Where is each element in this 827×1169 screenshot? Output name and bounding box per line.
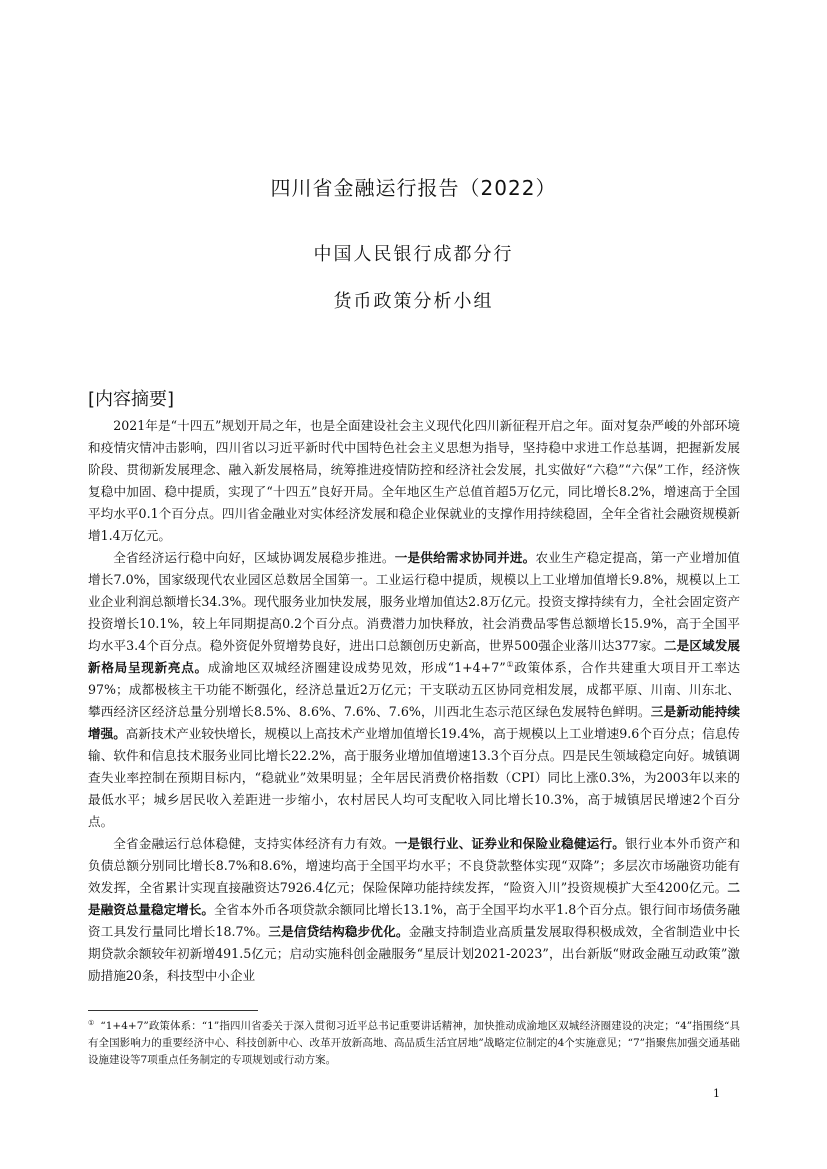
- emphasis-text: 三是新动能持续增强。: [88, 704, 740, 741]
- abstract-paragraph: [88, 415, 740, 547]
- paragraph-text: 全省经济运行稳中向好，区域协调发展稳步推进。: [113, 550, 395, 565]
- emphasis-text: 一是供给需求协同并进。: [394, 550, 536, 565]
- footnote: [88, 1018, 740, 1069]
- emphasis-text: 二是区域发展新格局呈现新亮点。: [88, 638, 741, 675]
- paragraph-text: 高新技术产业较快增长，规模以上高技术产业增加值增长19.4%，高于规模以上工业增速9.6个百分点；信息传输、软件和信息技术服务业同比增长22.2%，高于服务业增加值增速13.3个百分点。四是民生领域稳定向好。城镇调查失业率控制在预期目标内，“稳就业”效果明显；全年居民消费价格指数（CPI）同比上涨0.3%，为2003年以来的最低水平；城乡居民收入差距进一步缩小，农村居民人均可支配收入同比增长10.3%，高于城镇居民增速2个百分点。: [88, 726, 741, 829]
- author-organization: 中国人民银行成都分行: [313, 244, 514, 265]
- footnote-divider: [88, 1010, 258, 1011]
- abstract-body: [88, 415, 740, 987]
- abstract-paragraph: [88, 833, 740, 987]
- footnote-reference: ①: [505, 659, 515, 669]
- document-title: 四川省金融运行报告（2022）: [270, 176, 557, 200]
- paragraph-text: 政策体系，合作共建重大项目开工率达97%；成都极核主干功能不断强化，经济总量近2万亿元；干支联动五区协同竞相发展，成都平原、川南、川东北、攀西经济区经济总量分别增长8.5%、8.6%、7.6%、7.6%，川西北生态示范区绿色发展特色鲜明。: [88, 660, 741, 719]
- paragraph-text: 2021年是“十四五”规划开局之年，也是全面建设社会主义现代化四川新征程开启之年。面对复杂严峻的外部环境和疫情灾情冲击影响，四川省以习近平新时代中国特色社会主义思想为指导，坚持稳中求进工作总基调，把握新发展阶段、贯彻新发展理念、融入新发展格局，统筹推进疫情防控和经济社会发展，扎实做好“六稳”“六保”工作，经济恢复稳中加固、稳中提质，实现了“十四五”良好开局。全年地区生产总值首超5万亿元，同比增长8.2%，增速高于全国平均水平0.1个百分点。四川省金融业对实体经济发展和稳企业保就业的支撑作用持续稳固，全年全省社会融资规模新增1.4万亿元。: [88, 418, 740, 543]
- footnote-marker: ①: [88, 1018, 95, 1027]
- emphasis-text: 二是融资总量稳定增长。: [88, 880, 740, 917]
- emphasis-text: 一是银行业、证券业和保险业稳健运行。: [394, 836, 626, 851]
- emphasis-text: 三是信贷结构稳步优化。: [268, 924, 409, 939]
- paragraph-text: 农业生产稳定提高，第一产业增加值增长7.0%，国家级现代农业园区总数居全国第一。工业运行稳中提质，规模以上工业增加值增长9.8%，规模以上工业企业利润总额增长34.3%。现代服务业加快发展，服务业增加值达2.8万亿元。投资支撑持续有力，全社会固定资产投资增长10.1%，较上年同期提高0.2个百分点。消费潜力加快释放，社会消费品零售总额增长15.9%，高于全国平均水平3.4个百分点。稳外资促外贸增势良好，进出口总额创历史新高，世界500强企业落川达377家。: [88, 550, 741, 653]
- footnote-text: “1+4+7”政策体系：“1”指四川省委关于深入贯彻习近平总书记重要讲话精神，加快推动成渝地区双城经济圈建设的决定；“4”指围绕“具有全国影响力的重要经济中心、科技创新中心、改革开放新高地、高品质生活宜居地”战略定位制定的4个实施意见；“7”指聚焦加强交通基础设施建设等7项重点任务制定的专项规划或行动方案。: [88, 1020, 740, 1066]
- paragraph-text: 金融支持制造业高质量发展取得积极成效，全省制造业中长期贷款余额较年初新增491.5亿元；启动实施科创金融服务“星辰计划2021-2023”，出台新版“财政金融互动政策”激励措施20条，科技型中小企业: [88, 924, 741, 983]
- section-heading-abstract: [内容摘要]: [88, 389, 175, 410]
- abstract-paragraph: [88, 547, 740, 833]
- paragraph-text: 全省金融运行总体稳健，支持实体经济有力有效。: [113, 836, 395, 851]
- paragraph-text: 成渝地区双城经济圈建设成势见效，形成“1+4+7”: [207, 660, 506, 675]
- paragraph-text: 全省本外币各项贷款余额同比增长13.1%，高于全国平均水平1.8个百分点。银行间市场债务融资工具发行量同比增长18.7%。: [88, 902, 740, 939]
- author-group: 货币政策分析小组: [333, 291, 494, 312]
- paragraph-text: 银行业本外币资产和负债总额分别同比增长8.7%和8.6%，增速均高于全国平均水平；不良贷款整体实现“双降”；多层次市场融资功能有效发挥，全省累计实现直接融资达7926.4亿元；保险保障功能持续发挥，“险资入川”投资规模扩大至4200亿元。: [88, 836, 741, 895]
- page-number: 1: [713, 1087, 720, 1100]
